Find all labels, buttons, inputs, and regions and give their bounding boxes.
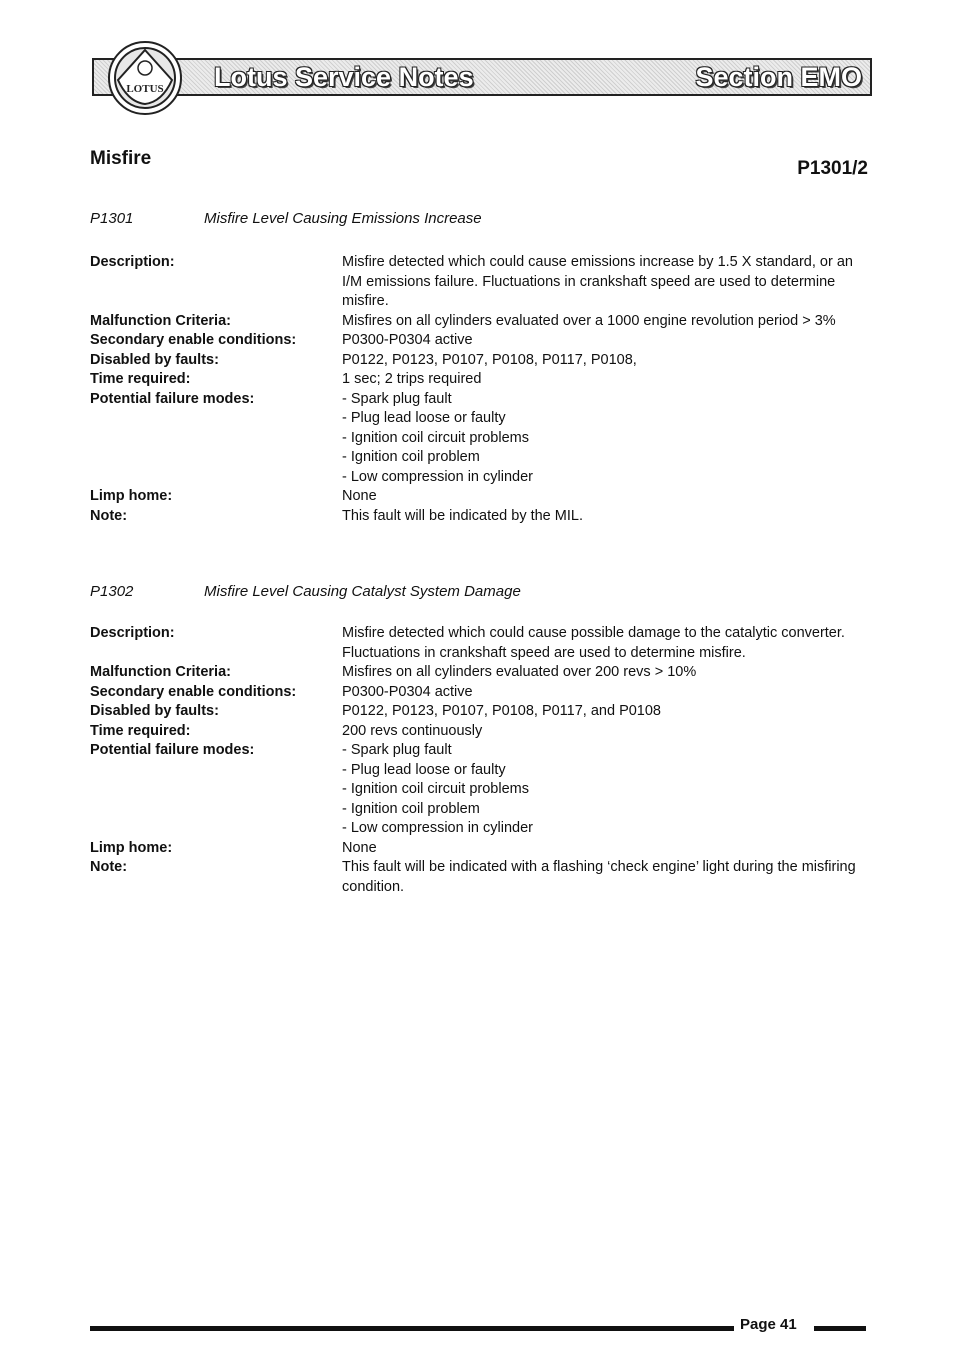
detail-label: Time required:: [90, 722, 191, 739]
detail-row: [90, 663, 880, 683]
detail-value: - Ignition coil problem: [342, 449, 480, 465]
detail-value: P0122, P0123, P0107, P0108, P0117, P0108,: [342, 351, 637, 368]
detail-value: - Plug lead loose or faulty: [342, 410, 506, 426]
detail-value: None: [342, 839, 377, 856]
detail-label: Malfunction Criteria:: [90, 664, 231, 680]
detail-row: [90, 312, 880, 332]
banner-section: Section EMO: [695, 62, 862, 92]
detail-value: - Spark plug fault: [342, 390, 452, 407]
detail-row: [90, 858, 880, 897]
detail-row: [90, 351, 880, 371]
fault-name: Misfire Level Causing Emissions Increase: [204, 210, 482, 227]
header-banner: [92, 58, 872, 96]
detail-label: Time required:: [90, 371, 191, 387]
detail-value: This fault will be indicated with a flashing ‘check engine’ light during the misfiring condition.: [342, 859, 856, 895]
fault-name: Misfire Level Causing Catalyst System Damage: [204, 583, 521, 600]
footer-rule-tail: [814, 1326, 866, 1331]
detail-label: Secondary enable conditions:: [90, 332, 297, 348]
detail-row: [90, 370, 880, 390]
detail-value: P0122, P0123, P0107, P0108, P0117, and P0108: [342, 703, 661, 719]
detail-row: [90, 487, 880, 507]
fault-code: P1301: [90, 210, 134, 227]
detail-label: Note:: [90, 859, 128, 875]
detail-row: [90, 741, 880, 839]
detail-row: [90, 331, 880, 351]
detail-value: - Low compression in cylinder: [342, 468, 533, 485]
detail-row: [90, 702, 880, 722]
detail-value: - Plug lead loose or faulty: [342, 761, 506, 778]
fault-heading: [90, 583, 521, 600]
detail-label: Description:: [90, 254, 175, 270]
detail-value: - Ignition coil circuit problems: [342, 781, 529, 797]
detail-label: Note:: [90, 507, 128, 524]
page-title: Misfire: [90, 148, 152, 169]
detail-value: - Low compression in cylinder: [342, 820, 533, 836]
detail-value: This fault will be indicated by the MIL.: [342, 507, 583, 524]
fault-details: [90, 624, 880, 897]
detail-row: [90, 722, 880, 742]
detail-row: [90, 253, 880, 312]
detail-value: None: [342, 488, 377, 504]
detail-value: Misfire detected which could cause emissions increase by 1.5 X standard, or an I/M emissions failure. Fluctuations in crankshaft speed are used to determine misfire.: [342, 254, 853, 309]
detail-value: - Ignition coil problem: [342, 800, 480, 817]
fault-code: P1302: [90, 583, 134, 600]
lotus-logo: [106, 40, 184, 116]
detail-label: Malfunction Criteria:: [90, 312, 231, 329]
detail-value: 1 sec; 2 trips required: [342, 371, 482, 387]
detail-value: 200 revs continuously: [342, 722, 483, 739]
footer-rule: [90, 1326, 734, 1331]
detail-row: [90, 683, 880, 703]
detail-value: - Ignition coil circuit problems: [342, 429, 529, 446]
detail-row: [90, 507, 880, 527]
page-number: Page 41: [740, 1316, 797, 1333]
logo-text: LOTUS: [126, 83, 164, 95]
banner-title: Lotus Service Notes: [214, 62, 474, 92]
detail-label: Disabled by faults:: [90, 703, 219, 719]
detail-row: [90, 839, 880, 859]
detail-label: Disabled by faults:: [90, 351, 219, 368]
fault-details: [90, 253, 880, 526]
detail-value: P0300-P0304 active: [342, 332, 473, 348]
detail-value: P0300-P0304 active: [342, 683, 473, 700]
detail-value: Misfires on all cylinders evaluated over a 1000 engine revolution period > 3%: [342, 312, 836, 329]
detail-row: [90, 390, 880, 488]
detail-label: Limp home:: [90, 488, 173, 504]
detail-row: [90, 624, 880, 663]
page-code: P1301/2: [797, 158, 868, 179]
detail-label: Description:: [90, 625, 175, 641]
fault-heading: [90, 210, 482, 227]
detail-label: Potential failure modes:: [90, 742, 255, 758]
detail-value: - Spark plug fault: [342, 742, 452, 758]
detail-label: Limp home:: [90, 839, 173, 856]
detail-label: Secondary enable conditions:: [90, 683, 297, 700]
detail-value: Misfires on all cylinders evaluated over 200 revs > 10%: [342, 664, 697, 680]
detail-label: Potential failure modes:: [90, 390, 255, 407]
detail-value: Misfire detected which could cause possible damage to the catalytic converter. Fluctuations in crankshaft speed are used to determine misfire.: [342, 625, 845, 661]
